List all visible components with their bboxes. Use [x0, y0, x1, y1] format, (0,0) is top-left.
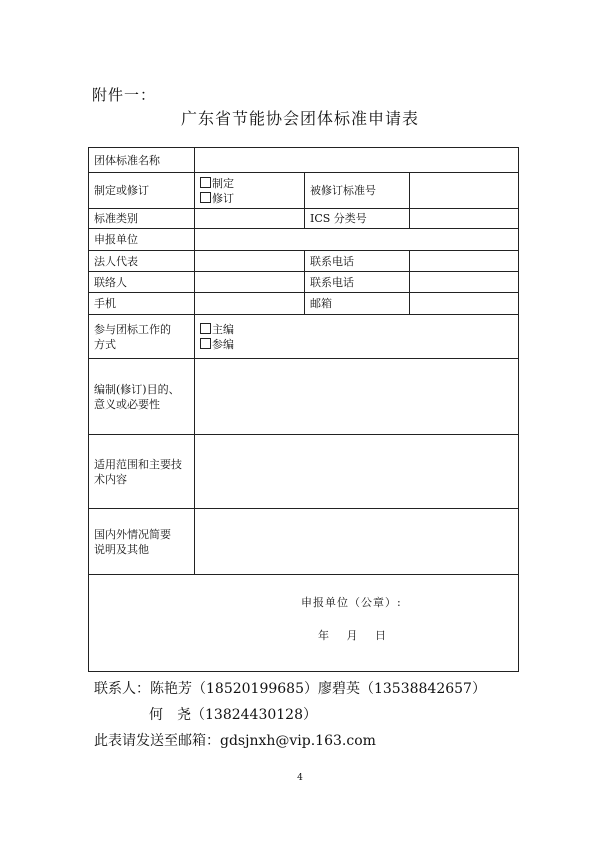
label-purpose-line1: 编制(修订)目的、	[94, 382, 180, 396]
signature-area[interactable]	[89, 575, 519, 672]
option-revise[interactable]	[200, 191, 299, 206]
field-standard-name[interactable]	[195, 148, 519, 173]
label-overview-line1: 国内外情况简要	[94, 527, 171, 541]
option-participate[interactable]	[200, 337, 513, 352]
label-mobile: 手机	[89, 293, 195, 315]
field-overview[interactable]	[195, 509, 519, 575]
label-overview-line2: 说明及其他	[94, 542, 149, 556]
row-make-or-revise	[89, 173, 519, 209]
contact-name-2b: 尧（13824430128）	[177, 707, 317, 723]
label-scope	[89, 435, 195, 509]
field-contact-person[interactable]	[195, 272, 305, 293]
field-phone-2[interactable]	[410, 272, 519, 293]
option-make[interactable]	[200, 176, 299, 191]
row-applicant	[89, 229, 519, 251]
attachment-label: 附件一：	[92, 86, 157, 104]
date-day: 日	[375, 629, 386, 642]
label-std-category: 标准类别	[89, 209, 195, 229]
date-year: 年	[318, 629, 329, 642]
sign-unit-label: 申报单位（公章）:	[301, 596, 402, 609]
field-scope[interactable]	[195, 435, 519, 509]
page-number: 4	[297, 773, 303, 783]
row-standard-name	[89, 148, 519, 173]
checkbox-icon[interactable]	[200, 338, 211, 349]
row-participation	[89, 315, 519, 359]
sign-date	[318, 628, 386, 643]
row-contact-person	[89, 272, 519, 293]
row-legal-rep	[89, 251, 519, 272]
label-participation-line2: 方式	[94, 337, 116, 351]
label-overview	[89, 509, 195, 575]
contact-line-2	[149, 704, 317, 724]
checkbox-icon[interactable]	[200, 192, 211, 203]
label-phone-1: 联系电话	[305, 251, 410, 272]
row-signature	[89, 575, 519, 672]
email-instruction: 此表请发送至邮箱：gdsjnxh@vip.163.com	[94, 733, 376, 749]
checkbox-icon[interactable]	[200, 177, 211, 188]
field-ics-code[interactable]	[410, 209, 519, 229]
field-mobile[interactable]	[195, 293, 305, 315]
field-email[interactable]	[410, 293, 519, 315]
contact-line-1: 联系人：陈艳芳（18520199685）廖碧英（13538842657）	[94, 681, 486, 697]
option-lead[interactable]	[200, 322, 513, 337]
label-phone-2: 联系电话	[305, 272, 410, 293]
label-make-or-revise: 制定或修订	[89, 173, 195, 209]
page-title: 广东省节能协会团体标准申请表	[180, 109, 419, 128]
row-std-category	[89, 209, 519, 229]
checkbox-icon[interactable]	[200, 323, 211, 334]
field-std-category[interactable]	[195, 209, 305, 229]
option-make-label: 制定	[212, 176, 234, 190]
label-email: 邮箱	[305, 293, 410, 315]
make-or-revise-options	[195, 173, 305, 209]
label-legal-rep: 法人代表	[89, 251, 195, 272]
field-revised-std-no[interactable]	[410, 173, 519, 209]
contact-name-2a: 何	[149, 707, 163, 723]
label-participation	[89, 315, 195, 359]
option-participate-label: 参编	[212, 337, 234, 351]
row-overview	[89, 509, 519, 575]
field-legal-rep[interactable]	[195, 251, 305, 272]
label-purpose-line2: 意义或必要性	[94, 397, 160, 411]
label-ics-code: ICS 分类号	[305, 209, 410, 229]
row-scope	[89, 435, 519, 509]
field-purpose[interactable]	[195, 359, 519, 435]
application-form-table	[88, 147, 519, 672]
label-scope-line1: 适用范围和主要技	[94, 457, 182, 471]
label-standard-name: 团体标准名称	[89, 148, 195, 173]
field-phone-1[interactable]	[410, 251, 519, 272]
participation-options	[195, 315, 519, 359]
row-purpose	[89, 359, 519, 435]
label-applicant: 申报单位	[89, 229, 195, 251]
label-contact-person: 联络人	[89, 272, 195, 293]
date-month: 月	[346, 629, 358, 642]
label-purpose	[89, 359, 195, 435]
row-mobile	[89, 293, 519, 315]
field-applicant[interactable]	[195, 229, 519, 251]
label-revised-std-no: 被修订标准号	[305, 173, 410, 209]
option-lead-label: 主编	[212, 322, 234, 336]
option-revise-label: 修订	[212, 191, 234, 205]
label-scope-line2: 术内容	[94, 472, 127, 486]
label-participation-line1: 参与团标工作的	[94, 322, 171, 336]
